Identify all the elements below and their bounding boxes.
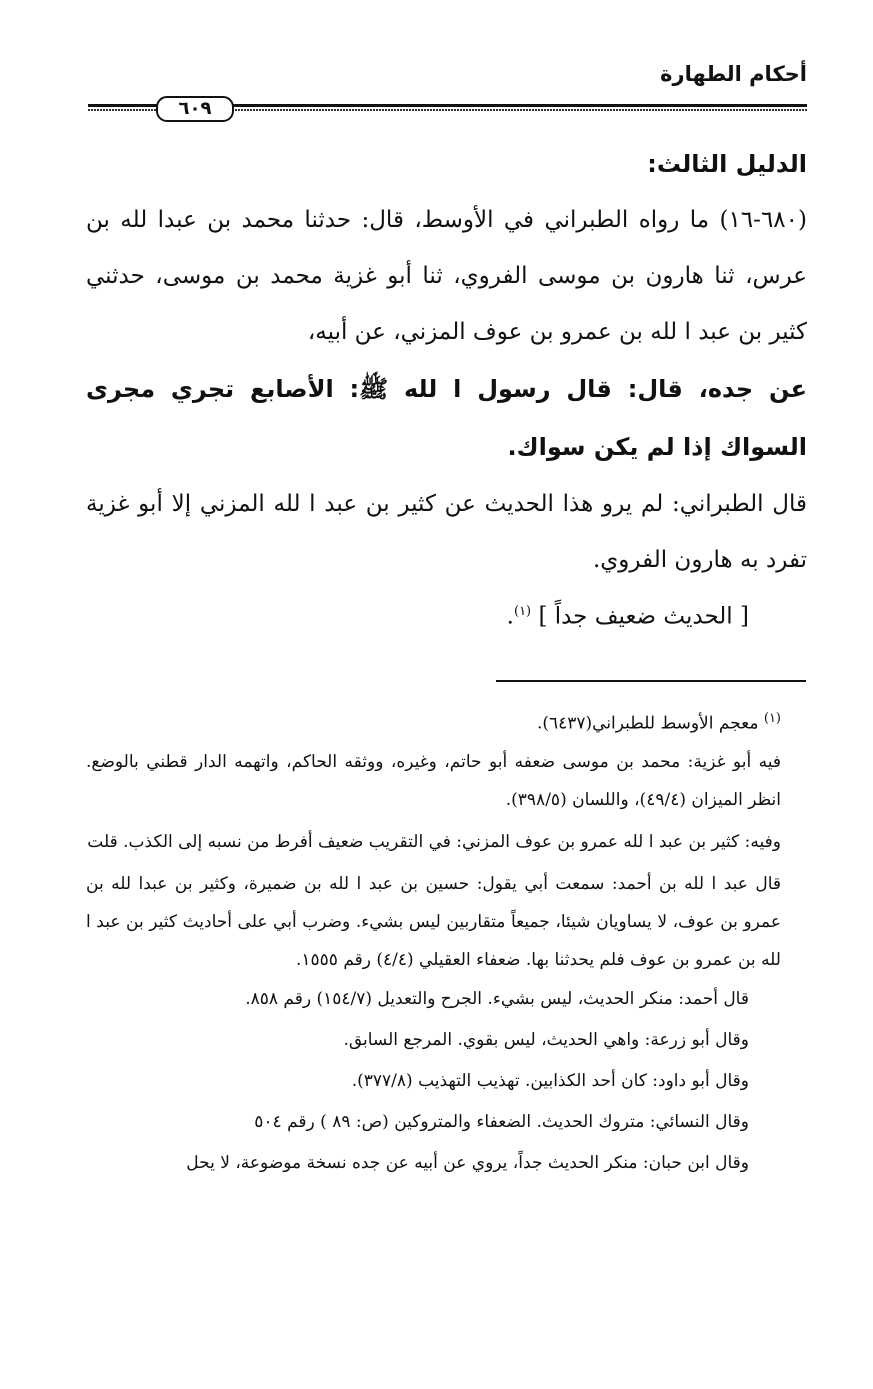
header-rule — [88, 96, 807, 120]
footnote-quote-1: قال أحمد: منكر الحديث، ليس بشيء. الجرح والتعديل (١٥٤/٧) رقم ٨٥٨. — [245, 988, 749, 1009]
page-header — [88, 62, 807, 122]
footnote-paragraph-2: وفيه: كثير بن عبد ا لله عمرو بن عوف المزني: في التقريب ضعيف أفرط من نسبه إلى الكذب. قلت — [87, 831, 781, 852]
footnote-separator — [496, 680, 806, 682]
footnote-paragraph-3: قال عبد ا لله بن أحمد: سمعت أبي يقول: حسين بن عبد ا لله بن ضميرة، وكثير بن عبدا لله بن عمرو بن عوف، لا يساويان شيئا، جميعاً متقاربين ليس بشيء. وضرب أبي على أحاديث كثير بن عبد ا لله بن عمرو بن عوف فلم يحدثنا بها. ضعفاء العقيلي (٤/٤) رقم ١٥٥٥. — [86, 873, 782, 970]
hadith-matn: عن جده، قال: قال رسول ا لله ﷺ: الأصابع تجري مجرى السواك إذا لم يكن سواك. — [86, 375, 807, 461]
footnote-source — [86, 700, 807, 743]
footnote-source-text: معجم الأوسط للطبراني(٦٤٣٧). — [536, 713, 759, 734]
grade-text: [ الحديث ضعيف جداً ] — [538, 603, 749, 630]
footnotes — [86, 700, 807, 1184]
footnote-quote-2: وقال أبو زرعة: واهي الحديث، ليس بقوي. المرجع السابق. — [343, 1029, 749, 1050]
footnote-quote-3: وقال أبو داود: كان أحد الكذابين. تهذيب التهذيب (٣٧٧/٨). — [351, 1070, 749, 1091]
page-number: ٦٠٩ — [156, 96, 234, 122]
hadith-isnad: (٦٨٠-١٦) ما رواه الطبراني في الأوسط، قال: حدثنا محمد بن عبدا لله بن عرس، ثنا هارون بن موسى الفروي، ثنا أبو غزية محمد بن موسى، حدثني كثير بن عبد ا لله بن عمرو بن عوف المزني، عن أبيه، — [86, 207, 807, 345]
main-text — [86, 150, 807, 641]
tabarani-commentary: قال الطبراني: لم يرو هذا الحديث عن كثير بن عبد ا لله المزني إلا أبو غزية تفرد به هارون الفروي. — [86, 491, 807, 573]
footnote-quote-5: وقال ابن حبان: منكر الحديث جداً، يروي عن أبيه عن جده نسخة موضوعة، لا يحل — [186, 1152, 749, 1173]
footnote-paragraph-1: فيه أبو غزية: محمد بن موسى ضعفه أبو حاتم، وغيره، ووثقه الحاكم، واتهمه الدار قطني بالوضع. انظر الميزان (٤٩/٤)، واللسان (٣٩٨/٥). — [86, 751, 781, 810]
section-heading: الدليل الثالث: — [647, 150, 807, 178]
grade-footnote-ref: (١) — [513, 604, 532, 619]
footnote-quote-4: وقال النسائي: متروك الحديث. الضعفاء والمتروكين (ص: ٨٩ ) رقم ٥٠٤ — [254, 1111, 749, 1132]
hadith-grade: [ الحديث ضعيف جداً ] $^{(١)}$. — [506, 603, 749, 630]
book-title: أحكام الطهارة — [660, 62, 807, 86]
footnote-marker: (١) — [763, 711, 781, 726]
